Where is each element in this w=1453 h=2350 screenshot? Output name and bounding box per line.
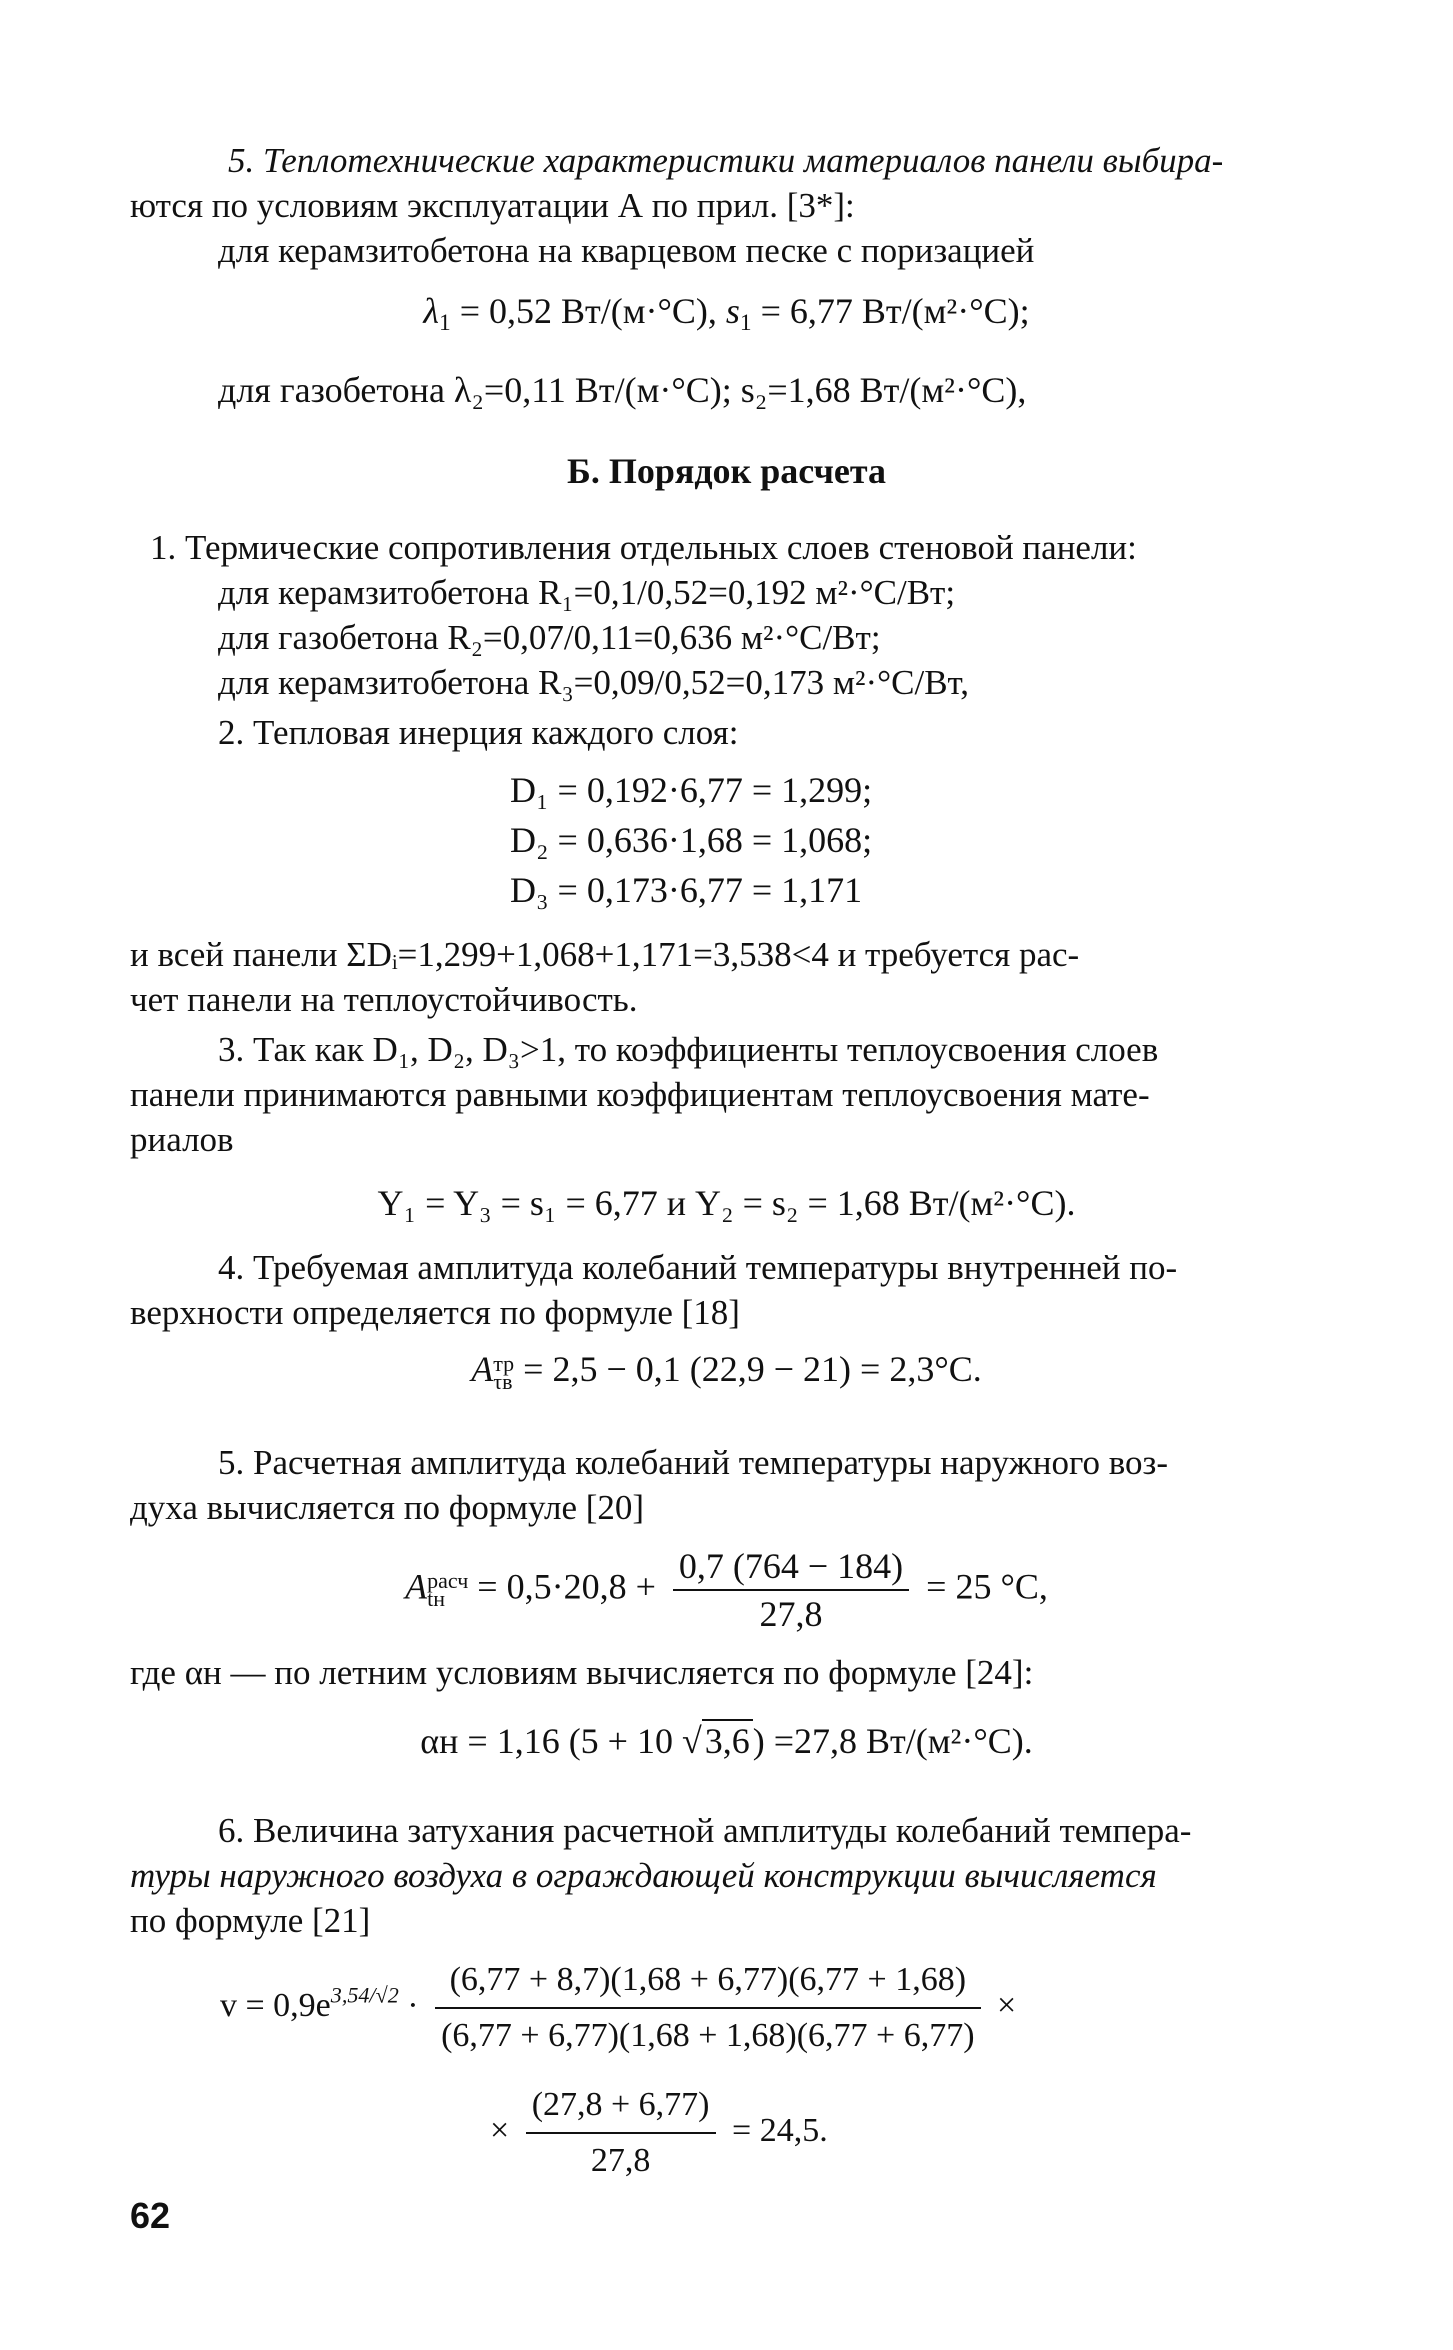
s5-line-2: ются по условиям эксплуатации А по прил. [3*]: [130, 186, 855, 225]
equation-damping-cont: × $\frac{(27,8 + 6,77)}{27,8}$ = 24,5. [490, 2080, 828, 2186]
s5-line-1: 5. Теплотехнические характеристики материалов панели выбира- [228, 141, 1224, 180]
equation-d1: D₁ = 0,192·6,77 = 1,299; [510, 770, 873, 810]
s5-line-3: для керамзитобетона на кварцевом песке с поризацией [218, 231, 1035, 270]
fraction-second: $\frac{(27,8 + 6,77)}{27,8}$ [526, 2080, 716, 2186]
equation-alpha: αн = 1,16 (5 + 10 √3,6) =27,8 Вт/(м²·°С). [420, 1721, 1033, 1761]
step5-line-2: духа вычисляется по формуле [20] [130, 1488, 645, 1527]
equation-damping: $v = 0,9e^{3,54/√2}$ · $\frac{(6,77 + 8,7)(1,68 + 6,77)(6,77 + 1,68)}{(6,77 + 6,77)(1,68 + 1,68)(6,77 + 6,77)}$ × [220, 1955, 1016, 2061]
step3-line-1: 3. Так как D₁, D₂, D₃>1, то коэффициенты теплоусвоения слоев [218, 1030, 1159, 1069]
section-title: Б. Порядок расчета [567, 451, 886, 491]
gazobeton-line: для газобетона λ₂=0,11 Вт/(м·°С); s₂=1,68 Вт/(м²·°С), [218, 370, 1027, 410]
equation-d2: D₂ = 0,636·1,68 = 1,068; [510, 820, 873, 860]
step1-line-4: для керамзитобетона R₃=0,09/0,52=0,173 м²·°С/Вт, [218, 663, 969, 702]
equation-d3: D₃ = 0,173·6,77 = 1,171 [510, 870, 863, 910]
step1-line-2: для керамзитобетона R₁=0,1/0,52=0,192 м²·°С/Вт; [218, 573, 956, 612]
step5-line-1: 5. Расчетная амплитуда колебаний температуры наружного воз- [218, 1443, 1168, 1482]
step2-line-3: чет панели на теплоустойчивость. [130, 980, 638, 1019]
step6-line-3: по формуле [21] [130, 1901, 371, 1940]
step6-line-2: туры наружного воздуха в ограждающей конструкции вычисляется [130, 1856, 1157, 1895]
step4-line-2: верхности определяется по формуле [18] [130, 1293, 740, 1332]
equation-y: Y₁ = Y₃ = s₁ = 6,77 и Y₂ = s₂ = 1,68 Вт/(м²·°С). [377, 1183, 1076, 1223]
equation-amplitude-required: A тр τв = 2,5 − 0,1 (22,9 − 21) = 2,3°С. [471, 1349, 982, 1394]
fraction: $\frac{0,7 (764 - 184)}{27,8}$ [673, 1545, 909, 1635]
page-number: 62 [130, 2195, 171, 2236]
step5-line-3: где αн — по летним условиям вычисляется по формуле [24]: [130, 1653, 1034, 1692]
step1-line-1: 1. Термические сопротивления отдельных слоев стеновой панели: [150, 528, 1137, 567]
equation-lambda1: $\lambda_1 = 0,52$ Вт/(м·°С), $s_1 = 6,77$ Вт/(м²·°С); [423, 291, 1030, 337]
equation-amplitude-calc: A расч tн = 0,5·20,8 + $\frac{0,7 (764 - 184)}{27,8}$ = 25 °С, [405, 1546, 1048, 1634]
step3-line-2: панели принимаются равными коэффициентам теплоусвоения мате- [130, 1075, 1150, 1114]
step3-line-3: риалов [130, 1120, 234, 1159]
fraction-main: $\frac{(6,77 + 8,7)(1,68 + 6,77)(6,77 + 1,68)}{(6,77 + 6,77)(1,68 + 1,68)(6,77 + 6,77)}$ [435, 1955, 980, 2061]
step2-line-1: 2. Тепловая инерция каждого слоя: [218, 713, 739, 752]
step6-line-1: 6. Величина затухания расчетной амплитуды колебаний темпера- [218, 1811, 1192, 1850]
step4-line-1: 4. Требуемая амплитуда колебаний температуры внутренней по- [218, 1248, 1178, 1287]
step2-line-2: и всей панели ΣDᵢ=1,299+1,068+1,171=3,538<4 и требуется рас- [130, 935, 1080, 974]
step1-line-3: для газобетона R₂=0,07/0,11=0,636 м²·°С/Вт; [218, 618, 881, 657]
